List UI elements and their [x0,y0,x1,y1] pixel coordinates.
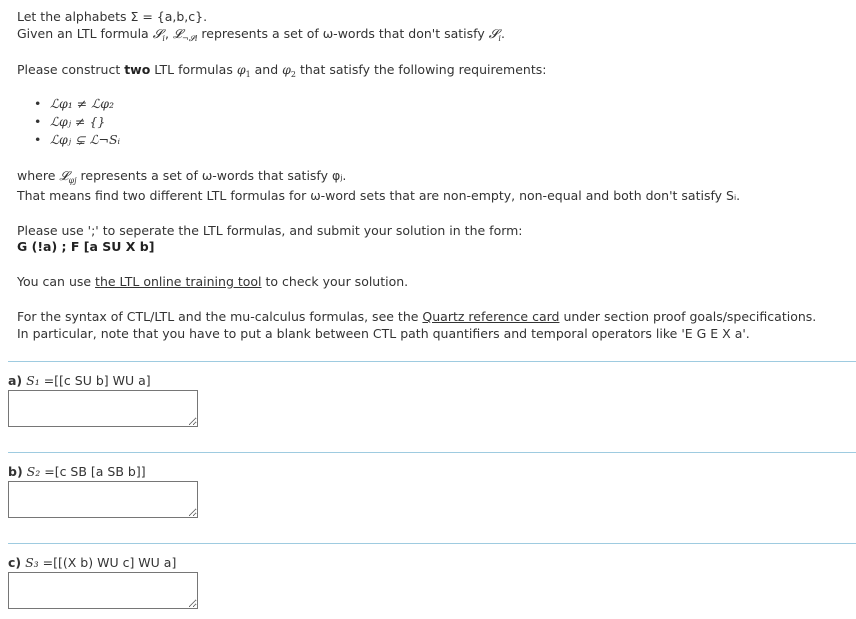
syntax-hint [17,308,816,325]
alphabet-definition: Let the alphabets Σ = {a,b,c}. [17,9,208,24]
question-c-label [8,555,176,570]
submit-instruction: Please use ';' to seperate the LTL formulas, and submit your solution in the form: [17,223,523,238]
quartz-reference-link[interactable]: Quartz reference card [422,309,560,324]
answer-b-input[interactable] [8,481,198,518]
text: represents a set of ω-words that don't satisfy [197,26,489,41]
text: . [500,26,505,41]
divider [8,452,856,453]
question-symbol: S₃ [25,555,39,570]
text: and [250,62,283,77]
answer-a-input[interactable] [8,390,198,427]
where-clarification: That means find two different LTL formulas for ω-word sets that are non-empty, non-equal and both don't satisfy Sᵢ. [17,188,741,203]
text: For the syntax of CTL/LTL and the mu-calculus formulas, see the [17,309,423,324]
math-phi2: $\varphi_2$ [282,62,296,79]
question-symbol: S₁ [26,373,40,388]
question-letter: c) [8,555,22,570]
math-si: 𝓢$_i$ [152,26,165,43]
tool-hint [17,273,408,290]
question-symbol: S₂ [26,464,41,479]
task-description [17,61,546,83]
text: to check your solution. [261,274,409,289]
formula-description [17,25,505,47]
question-a-label [8,373,151,388]
question-letter: a) [8,373,23,388]
text: that satisfy the following requirements: [296,62,547,77]
divider [8,361,856,362]
math-si: 𝓢$_i$ [488,26,501,43]
answer-c-input[interactable] [8,572,198,609]
question-formula: =[c SB [a SB b]] [44,464,146,479]
math-l-phij: 𝓛$_{\varphi j}$ [59,168,77,185]
question-letter: b) [8,464,23,479]
text: Given an LTL formula [17,26,153,41]
requirement-item: • ℒφⱼ ⊊ ℒ¬Sᵢ [38,131,120,149]
submit-example: G (!a) ; F [a SU X b] [17,239,155,254]
question-b-label [8,464,146,479]
text: LTL formulas [150,62,237,77]
requirement-item: • ℒφⱼ ≠ {} [38,113,120,131]
text: , [164,26,173,41]
math-l-not-si: 𝓛$_{\neg 𝓢i}$ [172,26,198,43]
requirements-list [38,95,120,149]
text: where [17,168,60,183]
text: represents a set of ω-words that satisfy φⱼ. [76,168,347,183]
divider [8,543,856,544]
ltl-tool-link[interactable]: the LTL online training tool [95,274,262,289]
text: under section proof goals/specifications. [559,309,817,324]
text-bold: two [124,62,151,77]
syntax-note: In particular, note that you have to put a blank between CTL path quantifiers and temporal operators like 'E G E X a'. [17,326,750,341]
text: You can use [17,274,96,289]
text: Please construct [17,62,125,77]
requirement-item: • ℒφ₁ ≠ ℒφ₂ [38,95,120,113]
math-phi1: $\varphi_1$ [236,62,251,79]
question-formula: =[[(X b) WU c] WU a] [42,555,177,570]
where-explanation [17,167,346,189]
question-formula: =[[c SU b] WU a] [43,373,151,388]
